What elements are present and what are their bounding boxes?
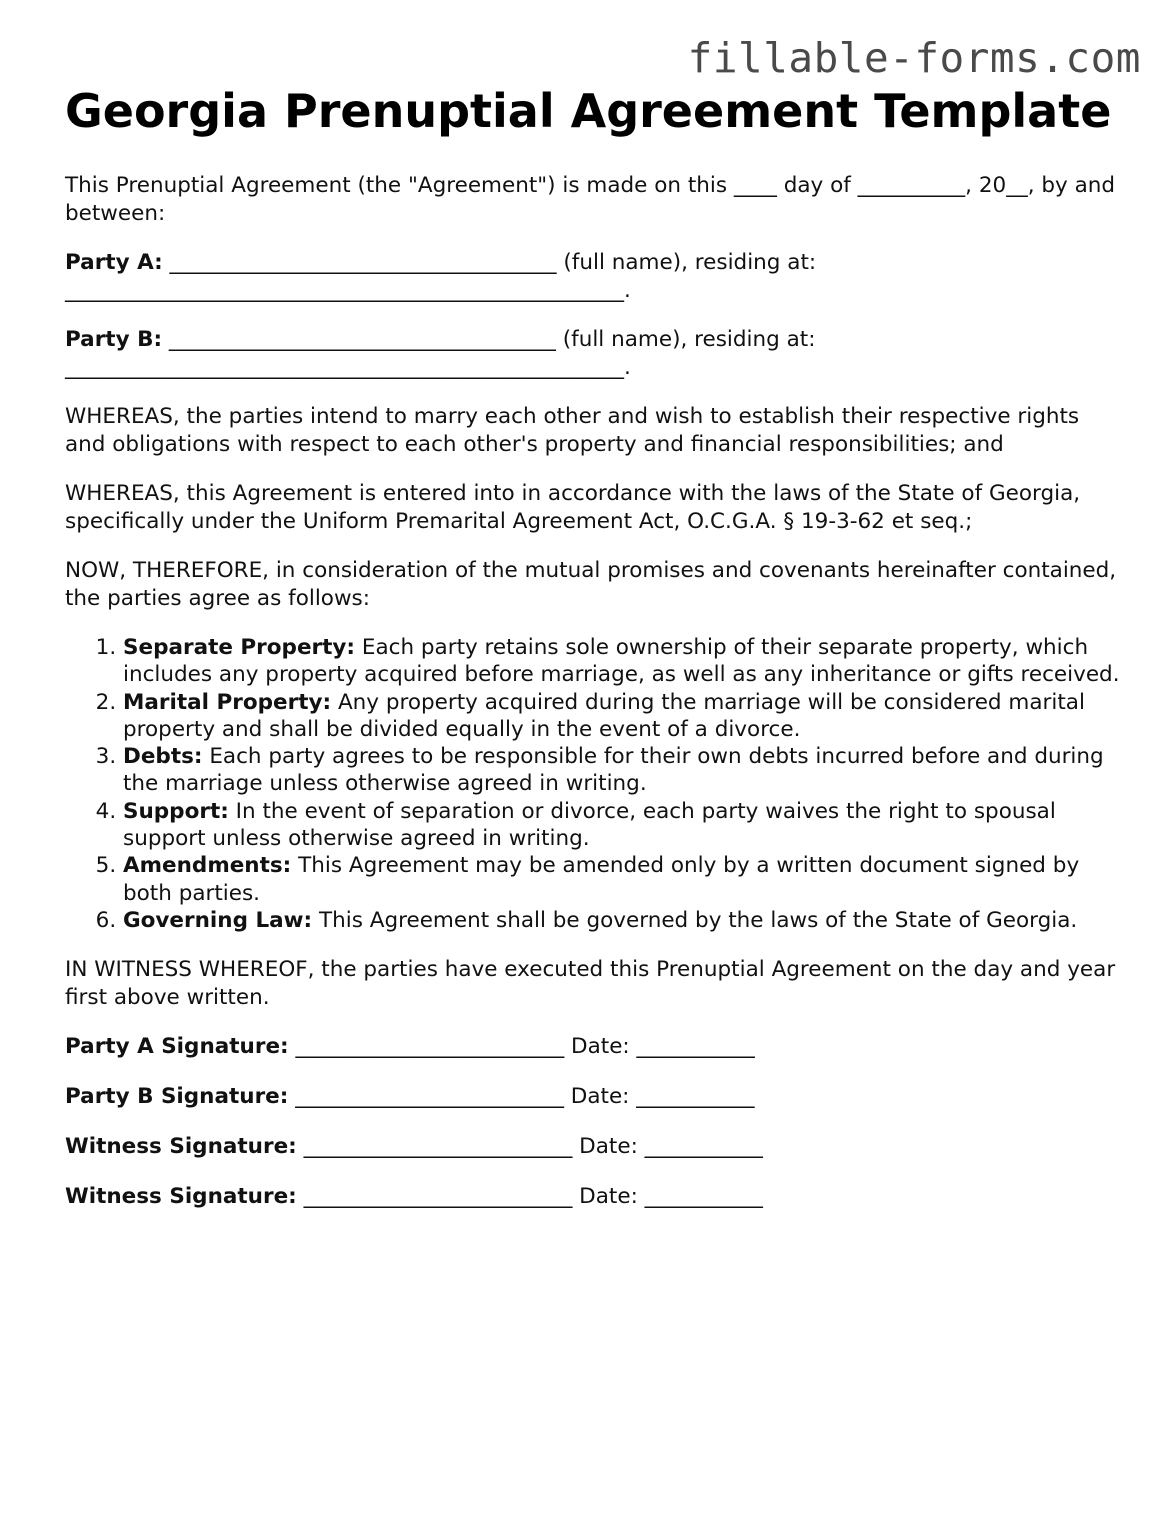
terms-list — [65, 634, 1125, 934]
signature-label: Party A Signature: — [65, 1034, 289, 1060]
signature-blanks: _________________________ Date: ___________ — [296, 1134, 763, 1160]
party-b-line — [65, 326, 1125, 381]
signature-blanks: _________________________ Date: ___________ — [296, 1184, 763, 1210]
term-item — [123, 907, 1125, 934]
term-label: Debts: — [123, 744, 203, 770]
signature-label: Party B Signature: — [65, 1084, 289, 1110]
watermark: fillable-forms.com — [687, 34, 1141, 82]
document-title: Georgia Prenuptial Agreement Template — [65, 84, 1112, 138]
party-a-line — [65, 249, 1125, 304]
party-a-label: Party A: — [65, 250, 163, 275]
party-b-blanks: ____________________________________ (full name), residing at: ____________________________________________________. — [65, 327, 816, 380]
whereas-clause-2: WHEREAS, this Agreement is entered into in accordance with the laws of the State of Georgia, specifically under the Uniform Premarital Agreement Act, O.C.G.A. § 19-3-62 et seq.; — [65, 481, 1081, 534]
term-item — [123, 852, 1125, 907]
party-b-label: Party B: — [65, 327, 163, 352]
term-text: This Agreement shall be governed by the laws of the State of Georgia. — [312, 907, 1078, 933]
whereas-clause-1: WHEREAS, the parties intend to marry each other and wish to establish their respective rights and obligations with respect to each other's property and financial responsibilities; and — [65, 404, 1080, 457]
term-label: Separate Property: — [123, 635, 356, 660]
term-text: This Agreement may be amended only by a written document signed by both parties. — [123, 853, 1080, 906]
term-item — [123, 689, 1125, 744]
term-item — [123, 743, 1125, 798]
signature-line-party-b — [65, 1083, 1125, 1111]
in-witness-clause: IN WITNESS WHEREOF, the parties have executed this Prenuptial Agreement on the day and year first above written. — [65, 957, 1116, 1010]
now-therefore-clause: NOW, THEREFORE, in consideration of the mutual promises and covenants hereinafter contained, the parties agree as follows: — [65, 558, 1117, 611]
signature-line-witness-2 — [65, 1183, 1125, 1211]
term-label: Governing Law: — [123, 907, 313, 933]
term-text: Each party retains sole ownership of their separate property, which includes any property acquired before marriage, as well as any inheritance or gifts received. — [123, 635, 1120, 688]
term-text: Any property acquired during the marriage will be considered marital property and shall be divided equally in the event of a divorce. — [123, 689, 1085, 742]
intro-paragraph: This Prenuptial Agreement (the "Agreement") is made on this ____ day of __________, 20__, by and between: — [65, 173, 1116, 226]
term-label: Marital Property: — [123, 689, 332, 715]
term-item — [123, 634, 1125, 689]
signature-label: Witness Signature: — [65, 1184, 297, 1210]
term-item — [123, 798, 1125, 853]
document-page — [65, 84, 1125, 1211]
signature-blanks: _________________________ Date: ___________ — [288, 1034, 755, 1060]
signature-blanks: _________________________ Date: ___________ — [288, 1084, 755, 1110]
signature-line-party-a — [65, 1033, 1125, 1061]
term-text: Each party agrees to be responsible for their own debts incurred before and during the marriage unless otherwise agreed in writing. — [123, 744, 1104, 797]
term-label: Amendments: — [123, 853, 292, 879]
party-a-blanks: ____________________________________ (full name), residing at: ____________________________________________________. — [65, 250, 817, 303]
term-label: Support: — [123, 798, 229, 824]
term-text: In the event of separation or divorce, each party waives the right to spousal support unless otherwise agreed in writing. — [123, 798, 1056, 852]
signature-label: Witness Signature: — [65, 1134, 297, 1160]
signature-line-witness-1 — [65, 1133, 1125, 1161]
